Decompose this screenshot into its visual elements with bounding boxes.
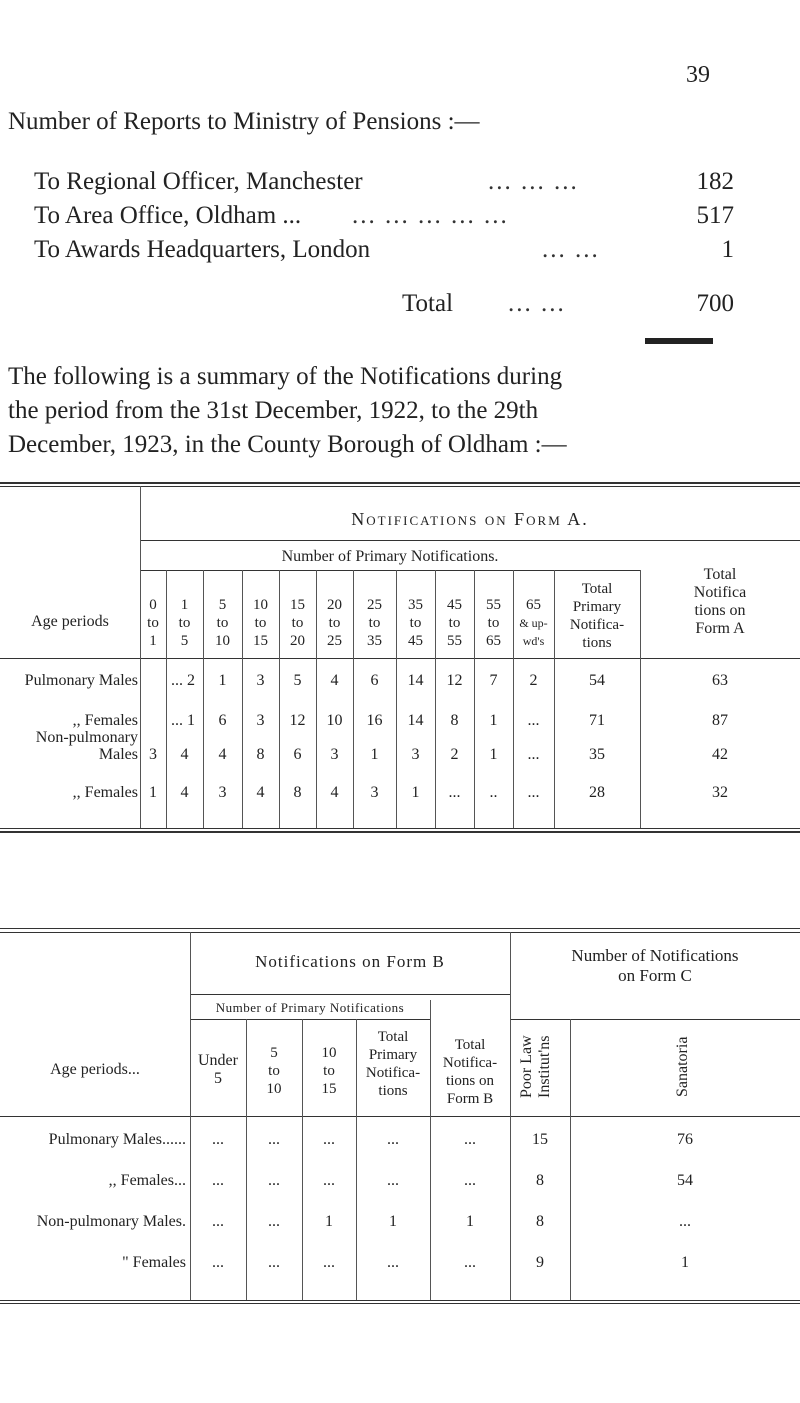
table-cell: ...: [268, 1172, 280, 1189]
age-column-header: [203, 596, 242, 650]
age-column-header: [435, 596, 474, 650]
table-cell: 12: [289, 712, 306, 729]
report-value: 182: [696, 168, 734, 195]
table-cell: 3: [256, 672, 265, 689]
table-cell: 4: [256, 784, 265, 801]
total-form-b-header: [430, 1036, 510, 1108]
table-cell: ...: [387, 1254, 399, 1271]
table-rule: [140, 570, 640, 571]
report-label: To Regional Officer, Manchester: [34, 168, 363, 195]
col-line: Notifica-: [569, 617, 625, 633]
col-line: 10: [253, 597, 268, 613]
col-line: to: [254, 615, 267, 631]
table-rule: [510, 932, 511, 1300]
table-cell: ...: [527, 712, 540, 729]
col-line: 65: [526, 597, 541, 613]
report-row-manchester: [34, 168, 734, 202]
col-line: 1: [180, 597, 189, 613]
table-cell: 3: [411, 746, 420, 763]
form-c-header: [510, 946, 800, 986]
col-line: 5: [180, 633, 189, 649]
col-line: 1: [149, 633, 157, 649]
row-label: Pulmonary Males: [24, 672, 138, 689]
report-label: To Awards Headquarters, London: [34, 236, 371, 263]
col-line: 55: [447, 633, 462, 649]
leader-dots: ... ... ... ... ...: [352, 202, 509, 229]
report-value: 517: [696, 202, 734, 229]
poor-law-header: Poor Law Institut'ns: [518, 1035, 553, 1099]
col-line: Notifica: [693, 584, 747, 601]
col-line: & up-: [519, 616, 548, 630]
table-cell: 8: [293, 784, 302, 801]
table-cell: 35: [589, 746, 605, 763]
form-a-title: Notifications on Form A.: [351, 509, 589, 529]
col-line: 10: [215, 633, 230, 649]
row-label: ,, Females: [72, 784, 138, 801]
table-cell: ...: [464, 1254, 476, 1271]
col-line: on Form C: [618, 966, 692, 985]
col-line: 20: [290, 633, 305, 649]
table-cell: 1: [218, 672, 227, 689]
col-line: 55: [486, 597, 501, 613]
row-label: ,, Females: [72, 712, 138, 729]
col-line: 15: [321, 1081, 337, 1097]
table-rule: [190, 994, 510, 995]
total-primary-header: [554, 580, 640, 652]
col-line: Form A: [695, 620, 745, 637]
table-cell: ...: [268, 1213, 280, 1230]
table-cell: 1: [325, 1213, 333, 1230]
row-label: Non-pulmonary Males.: [36, 1213, 186, 1230]
table-rule: [0, 1303, 800, 1304]
col-line: Under: [198, 1052, 238, 1069]
col-line: Total: [703, 566, 737, 583]
form-b-subtitle: Number of Primary Notifications: [215, 1000, 405, 1015]
col-line: to: [487, 615, 500, 631]
table-cell: 8: [536, 1213, 544, 1230]
table-cell: 4: [330, 784, 339, 801]
table-cell: ... 2: [171, 672, 195, 689]
col-line: Notifica-: [365, 1065, 421, 1081]
table-cell: 7: [489, 672, 498, 689]
total-value: 700: [696, 290, 734, 317]
age-column-header: [166, 596, 203, 650]
table-cell: 14: [407, 712, 424, 729]
table-cell: ...: [448, 784, 461, 801]
reports-heading: Number of Reports to Ministry of Pensions :—: [8, 108, 480, 135]
table-cell: ... 1: [171, 712, 195, 729]
report-value: 1: [721, 236, 734, 263]
report-total-row: [34, 290, 734, 324]
leader-dots: ... ... ...: [488, 168, 579, 195]
row-label: ,, Females...: [108, 1172, 186, 1189]
col-line: to: [291, 615, 304, 631]
table-cell: ...: [212, 1213, 224, 1230]
age-periods-header: Age periods...: [50, 1061, 140, 1078]
col-line: 0: [149, 597, 157, 613]
col-line: Notifica-: [442, 1055, 498, 1071]
table-cell: 87: [712, 712, 728, 729]
col-line: 5: [214, 1070, 222, 1087]
table-cell: 32: [712, 784, 728, 801]
col-line: Primary: [368, 1047, 418, 1063]
table-cell: 3: [370, 784, 379, 801]
row-label: Pulmonary Males......: [48, 1131, 186, 1148]
age-column-header: [513, 596, 554, 650]
col-line: tions: [582, 635, 612, 651]
age-column-header: [140, 596, 166, 650]
col-line: 35: [367, 633, 382, 649]
table-cell: 4: [218, 746, 227, 763]
table-cell: ...: [212, 1254, 224, 1271]
col-line: 5: [270, 1045, 278, 1061]
col-line: to: [368, 615, 381, 631]
col-line: 20: [327, 597, 342, 613]
sanatoria-header: Sanatoria: [674, 1036, 691, 1098]
col-line: Total: [581, 581, 613, 597]
col-line: 15: [253, 633, 268, 649]
table-cell: 54: [677, 1172, 693, 1189]
table-rule: [140, 486, 141, 828]
col-line: Number of Notifications: [571, 946, 739, 965]
col-line: to: [323, 1063, 335, 1079]
table-rule: [190, 932, 191, 1300]
col-line: Total: [454, 1037, 486, 1053]
table-rule: [0, 932, 800, 933]
table-cell: 5: [293, 672, 302, 689]
age-periods-header: Age periods: [31, 613, 109, 630]
table-rule: [190, 1019, 430, 1020]
form-a-subtitle: Number of Primary Notifications.: [281, 548, 499, 565]
intro-line: The following is a summary of the Notifications during: [8, 363, 563, 390]
col-line: tions on: [446, 1073, 494, 1089]
table-cell: 1: [411, 784, 420, 801]
table-cell: ...: [212, 1131, 224, 1148]
col-line: to: [268, 1063, 280, 1079]
table-cell: 71: [589, 712, 605, 729]
col-line: to: [409, 615, 422, 631]
table-cell: ...: [268, 1131, 280, 1148]
table-cell: 8: [536, 1172, 544, 1189]
age-column-header: [242, 596, 279, 650]
table-cell: 2: [450, 746, 459, 763]
table-rule: [140, 540, 800, 541]
table-cell: ..: [489, 784, 498, 801]
total-form-a-header: [640, 566, 800, 638]
table-cell: 63: [712, 672, 728, 689]
col-line: Total: [377, 1029, 409, 1045]
table-cell: 6: [293, 746, 302, 763]
table-cell: ...: [387, 1131, 399, 1148]
col-line: 65: [486, 633, 501, 649]
col-line: 10: [266, 1081, 282, 1097]
col-line: tions on: [694, 602, 746, 619]
table-cell: ...: [323, 1172, 335, 1189]
page-number: 39: [686, 62, 710, 88]
table-cell: 4: [180, 746, 189, 763]
age-column-header: [302, 1044, 356, 1098]
total-rule: [645, 338, 713, 344]
total-primary-header: [356, 1028, 430, 1100]
table-cell: 42: [712, 746, 728, 763]
table-cell: ...: [464, 1172, 476, 1189]
col-line: 45: [408, 633, 423, 649]
age-column-header: [279, 596, 316, 650]
col-line: to: [178, 615, 191, 631]
table-cell: 4: [180, 784, 189, 801]
table-cell: 10: [326, 712, 343, 729]
table-cell: ...: [527, 784, 540, 801]
table-cell: 3: [218, 784, 227, 801]
row-label: Males: [98, 746, 138, 763]
table-cell: 9: [536, 1254, 544, 1271]
age-column-header: [353, 596, 396, 650]
age-column-header: [474, 596, 513, 650]
table-rule: [0, 658, 800, 659]
table-cell: 8: [450, 712, 459, 729]
table-cell: ...: [212, 1172, 224, 1189]
col-line: 10: [321, 1045, 337, 1061]
intro-line: December, 1923, in the County Borough of Oldham :—: [8, 431, 567, 458]
table-cell: 54: [589, 672, 605, 689]
age-column-header: [190, 1052, 246, 1088]
table-cell: ...: [323, 1131, 335, 1148]
table-cell: 8: [256, 746, 265, 763]
col-line: Primary: [572, 599, 622, 615]
table-rule: [0, 928, 800, 929]
age-column-header: [396, 596, 435, 650]
col-line: tions: [378, 1083, 408, 1099]
age-column-header: [246, 1044, 302, 1098]
col-line: 35: [408, 597, 423, 613]
age-column-header: [316, 596, 353, 650]
leader-dots: ... ...: [542, 236, 600, 263]
table-cell: ...: [387, 1172, 399, 1189]
col-line: 5: [218, 597, 227, 613]
table-cell: 16: [366, 712, 383, 729]
table-rule: [0, 1116, 800, 1117]
col-line: 25: [367, 597, 382, 613]
table-cell: 28: [589, 784, 605, 801]
table-cell: ...: [679, 1213, 691, 1230]
table-cell: 2: [529, 672, 538, 689]
col-line: to: [216, 615, 229, 631]
table-rule: [0, 831, 800, 833]
table-rule: [0, 482, 800, 484]
table-cell: 1: [389, 1213, 397, 1230]
col-line: Form B: [446, 1091, 494, 1107]
table-rule: [0, 1300, 800, 1301]
table-cell: ...: [464, 1131, 476, 1148]
row-label: Non-pulmonary: [35, 729, 138, 746]
report-row-london: [34, 236, 734, 270]
total-label: Total: [402, 290, 454, 317]
report-label: To Area Office, Oldham ...: [34, 202, 302, 229]
leader-dots: ... ...: [508, 290, 566, 317]
intro-paragraph: [8, 360, 748, 462]
col-line: to: [328, 615, 341, 631]
table-cell: ...: [323, 1254, 335, 1271]
table-cell: 6: [370, 672, 379, 689]
table-cell: 1: [149, 784, 157, 801]
intro-line: the period from the 31st December, 1922, to the 29th: [8, 397, 539, 424]
table-rule: [0, 828, 800, 829]
table-cell: 1: [489, 712, 498, 729]
table-rule: [510, 1019, 800, 1020]
table-cell: 1: [489, 746, 498, 763]
table-cell: 1: [370, 746, 379, 763]
col-line: 15: [290, 597, 305, 613]
form-b-title: Notifications on Form B: [255, 952, 445, 971]
table-cell: 1: [466, 1213, 474, 1230]
table-cell: 15: [532, 1131, 548, 1148]
col-line: wd's: [522, 634, 545, 648]
table-cell: 3: [330, 746, 339, 763]
table-cell: 76: [677, 1131, 693, 1148]
table-cell: 4: [330, 672, 339, 689]
table-cell: ...: [268, 1254, 280, 1271]
table-cell: 1: [681, 1254, 689, 1271]
col-line: to: [448, 615, 461, 631]
table-cell: 6: [218, 712, 227, 729]
report-row-oldham: [34, 202, 734, 236]
table-cell: ...: [527, 746, 540, 763]
table-cell: 12: [446, 672, 463, 689]
table-cell: 3: [149, 746, 157, 763]
col-line: to: [147, 615, 159, 631]
table-rule: [0, 486, 800, 487]
table-cell: 3: [256, 712, 265, 729]
row-label: " Females: [122, 1254, 186, 1271]
table-cell: 14: [407, 672, 424, 689]
col-line: 45: [447, 597, 462, 613]
col-line: 25: [327, 633, 342, 649]
